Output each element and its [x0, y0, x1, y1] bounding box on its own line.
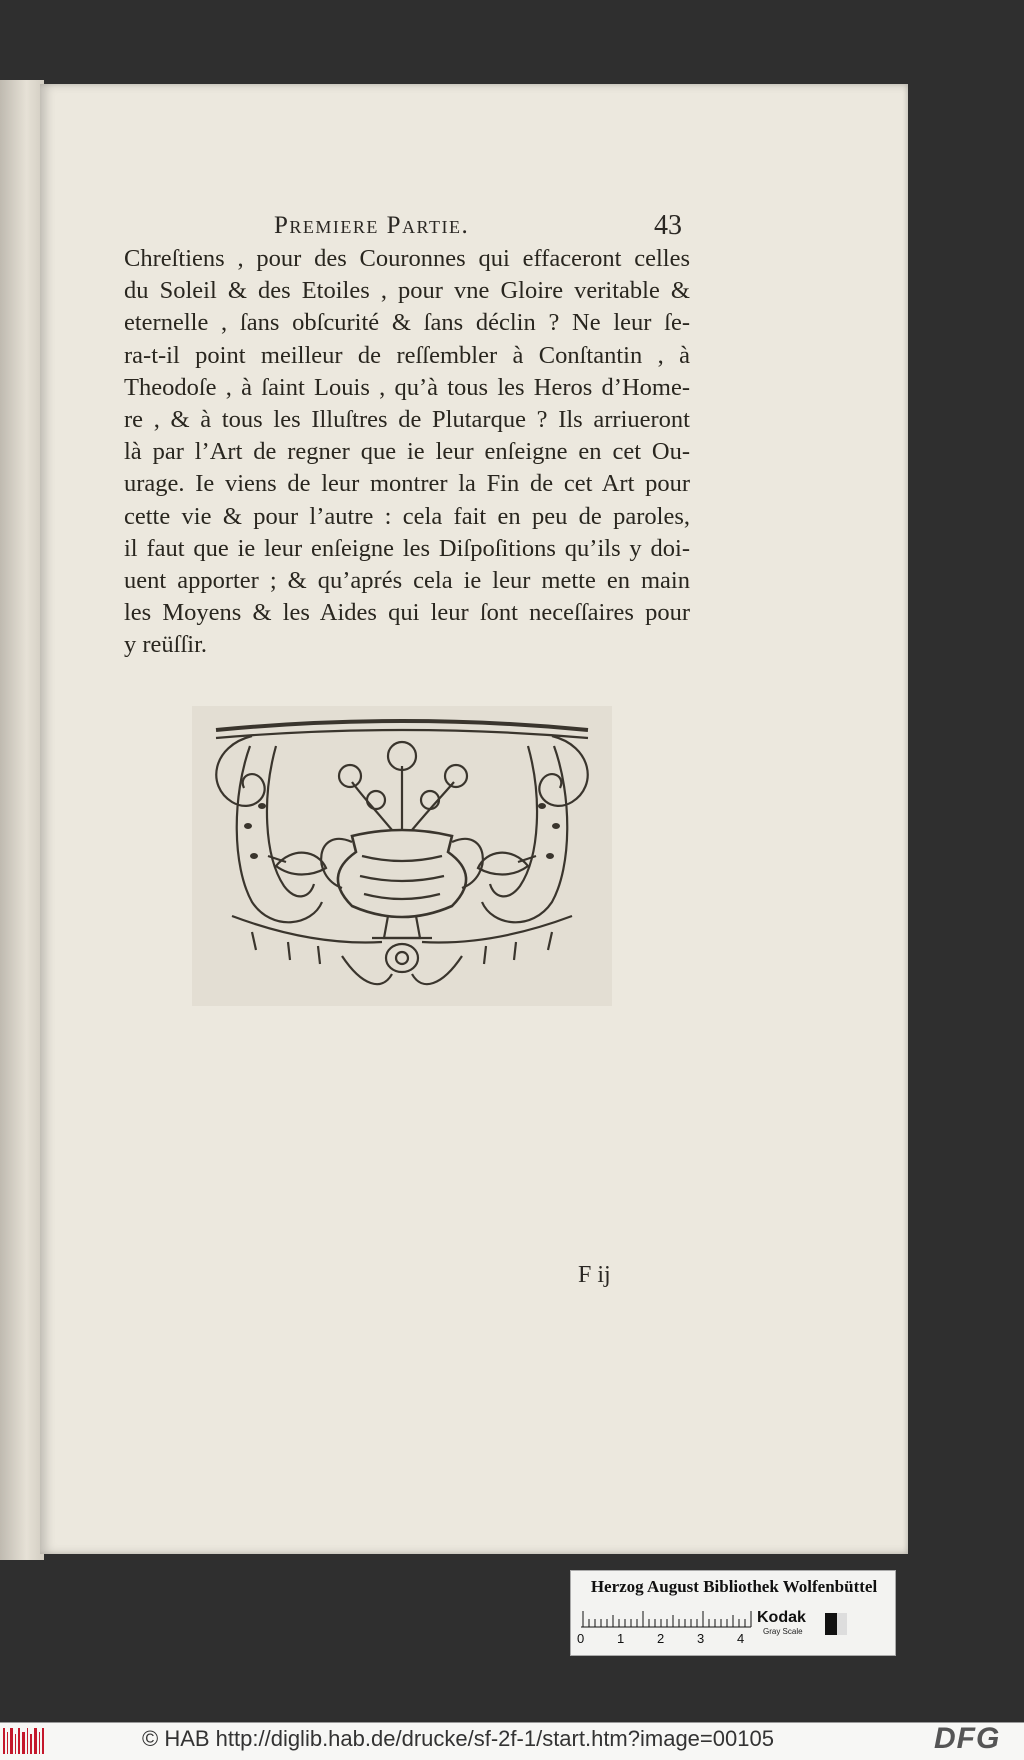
left-page-edge	[0, 80, 44, 1560]
text-line: du Soleil & des Etoiles , pour vne Gloire veritable &	[124, 277, 690, 305]
text-line: cette vie & pour l’autre : cela fait en peu de paroles,	[124, 502, 690, 530]
text-line: il faut que ie leur enſeigne les Diſpoſitions qu’ils y doi-	[124, 534, 690, 562]
vase-ornament-engraving	[192, 706, 612, 1006]
text-line: Theodoſe , à ſaint Louis , qu’à tous les Heros d’Home-	[124, 373, 690, 401]
ornament-graphic	[192, 706, 612, 1006]
text-line: urage. Ie viens de leur montrer la Fin de cet Art pour	[124, 470, 690, 498]
gray-scale-swatch	[825, 1613, 847, 1635]
library-scale-label	[570, 1570, 896, 1656]
gray-scale-caption: Gray Scale	[763, 1627, 803, 1636]
text-line: re , & à tous les Illuſtres de Plutarque ? Ils arriueront	[124, 406, 690, 434]
text-line: ra-t-il point meilleur de reſſembler à Conſtantin , à	[124, 341, 690, 369]
ruler-number: 3	[697, 1631, 705, 1646]
ruler-number: 4	[737, 1631, 745, 1646]
page-number: 43	[654, 210, 682, 241]
copyright-link[interactable]: © HAB http://diglib.hab.de/drucke/sf-2f-1/start.htm?image=00105	[142, 1726, 774, 1751]
text-line: les Moyens & les Aides qui leur ſont neceſſaires pour	[124, 599, 690, 627]
running-head: Premiere Partie.	[274, 212, 470, 239]
text-line: eternelle , ſans obſcurité & ſans déclin ? Ne leur ſe-	[124, 309, 690, 337]
ruler-number: 1	[617, 1631, 625, 1646]
body-text	[124, 243, 690, 662]
barcode-icon	[2, 1726, 46, 1756]
kodak-brand: Kodak	[757, 1609, 806, 1626]
ruler-number: 0	[577, 1631, 585, 1646]
library-name: Herzog August Bibliothek Wolfenbüttel	[590, 1577, 878, 1596]
ruler-number: 2	[657, 1631, 665, 1646]
text-line: Chreſtiens , pour des Couronnes qui effaceront celles	[124, 245, 690, 272]
text-line: uent apporter ; & qu’aprés cela ie leur mette en main	[124, 567, 690, 595]
signature-mark: F ij	[578, 1262, 611, 1288]
text-line: y reüſſir.	[124, 631, 208, 659]
text-line: là par l’Art de regner que ie leur enſeigne en cet Ou-	[124, 438, 690, 466]
dfg-logo: DFG	[934, 1722, 1001, 1755]
